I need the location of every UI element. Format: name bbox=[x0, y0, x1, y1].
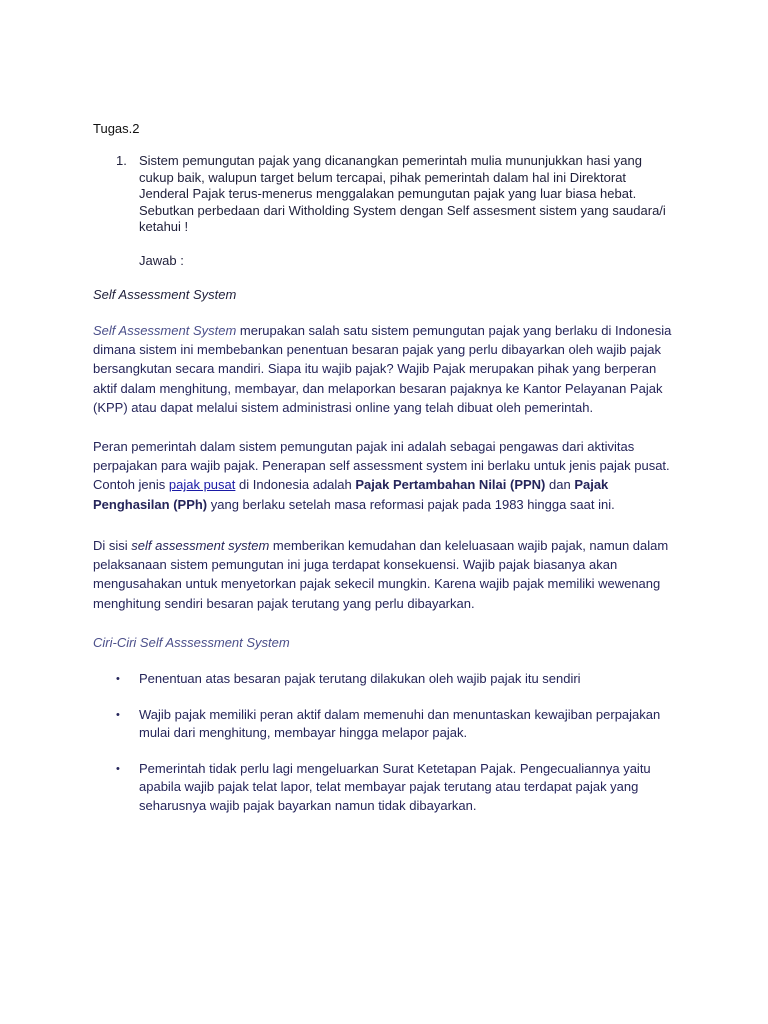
bullet-icon: • bbox=[116, 709, 120, 721]
term-self-assessment: Self Assessment System bbox=[93, 323, 237, 338]
paragraph-definition bbox=[93, 321, 683, 417]
section-heading-self-assessment: Self Assessment System bbox=[93, 287, 237, 302]
term-self-assessment-italic: self assessment system bbox=[131, 538, 270, 553]
paragraph-definition-text: merupakan salah satu sistem pemungutan pajak yang berlaku di Indonesia dimana sistem ini membebankan penentuan besaran pajak yang perlu dibayarkan oleh wajib pajak bersangkutan secara mandiri. Siapa itu wajib pajak? Wajib Pajak merupakan pihak yang berperan aktif dalam menghitung, membayar, dan melaporkan besaran pajaknya ke Kantor Pelayanan Pajak (KPP) atau dapat melalui sistem administrasi online yang telah dibuat oleh pemerintah. bbox=[93, 323, 672, 415]
ppn-term: Pajak Pertambahan Nilai (PPN) bbox=[355, 477, 546, 493]
paragraph-government-role bbox=[93, 437, 683, 514]
paragraph-text: memberikan kemudahan dan keleluasaan wajib pajak, namun dalam pelaksanaan sistem pemungutan ini juga terdapat konsekuensi. Wajib pajak biasanya akan mengusahakan untuk menyetorkan pajak sekecil mungkin. Karena wajib pajak memiliki wewenang menghitung sendiri besaran pajak terutang yang perlu dibayarkan. bbox=[93, 538, 669, 611]
question-text: Sistem pemungutan pajak yang dicanangkan pemerintah mulia mununjukkan hasi yang cukup baik, walupun target belum tercapai, pihak pemerintah dalam hal ini Direktorat Jenderal Pajak terus-menerus menggalakan pemungutan pajak yang luar biasa hebat. Sebutkan perbedaan dari Witholding System dengan Self assesment sistem yang saudara/i ketahui ! bbox=[139, 153, 666, 235]
bullet-icon: • bbox=[116, 673, 120, 685]
pajak-pusat-link[interactable]: pajak pusat bbox=[168, 477, 236, 493]
paragraph-text: yang berlaku setelah masa reformasi pajak pada 1983 hingga saat ini. bbox=[207, 496, 615, 512]
paragraph-text: dan bbox=[545, 477, 575, 493]
pph-term: Pajak Penghasilan (PPh) bbox=[93, 477, 609, 512]
document-title: Tugas.2 bbox=[93, 121, 140, 136]
list-item: Wajib pajak memiliki peran aktif dalam memenuhi dan menuntaskan kewajiban perpajakan mulai dari menghitung, membayar hingga melapor pajak. bbox=[139, 707, 661, 741]
paragraph-text: Peran pemerintah dalam sistem pemungutan pajak ini adalah sebagai pengawas dari aktivitas perpajakan para wajib pajak. Penerapan self assessment system ini berlaku untuk jenis pajak pusat. Contoh jenis bbox=[93, 439, 670, 493]
paragraph-text: di Indonesia adalah bbox=[235, 477, 356, 493]
answer-label: Jawab : bbox=[139, 253, 184, 268]
list-item: Penentuan atas besaran pajak terutang dilakukan oleh wajib pajak itu sendiri bbox=[139, 671, 581, 686]
paragraph-consequences bbox=[93, 536, 683, 613]
question-number: 1. bbox=[116, 153, 127, 168]
list-item: Pemerintah tidak perlu lagi mengeluarkan Surat Ketetapan Pajak. Pengecualiannya yaitu apabila wajib pajak telat lapor, telat membayar pajak terutang atau terdapat pajak yang seharusnya wajib pajak bayarkan namun tidak dibayarkan. bbox=[139, 761, 651, 813]
section-heading-characteristics: Ciri-Ciri Self Asssessment System bbox=[93, 635, 290, 650]
bullet-icon: • bbox=[116, 763, 120, 775]
paragraph-text: Di sisi bbox=[93, 538, 132, 553]
